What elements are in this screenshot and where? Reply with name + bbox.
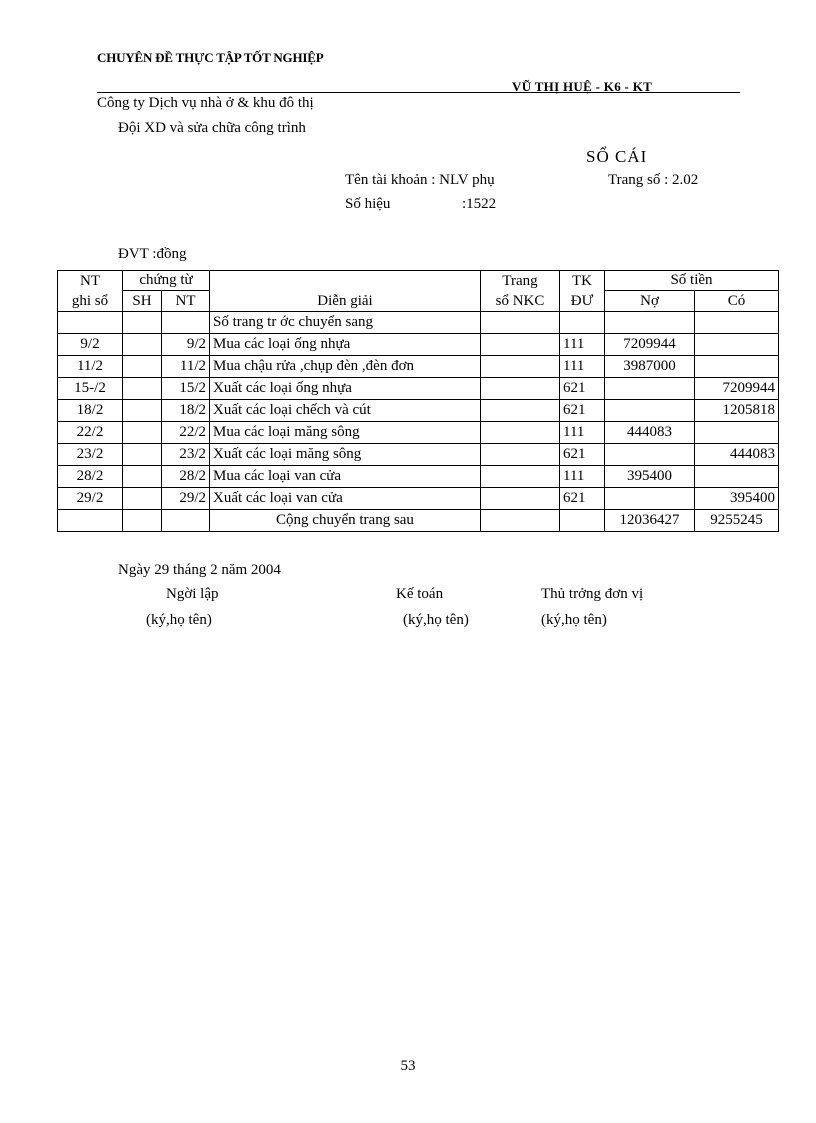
row-date: 15-/2 (58, 378, 123, 400)
header-nt-line2: ghi sổ (58, 291, 123, 312)
header-tk-line1: TK (560, 271, 605, 291)
header-sh: SH (123, 291, 162, 312)
accountant-label: Kế toán (396, 586, 444, 602)
row-voucher-date: 18/2 (162, 400, 210, 422)
ledger-table (57, 270, 779, 532)
table-row (58, 356, 779, 378)
row-credit (695, 356, 779, 378)
row-page (481, 422, 560, 444)
row-voucher-date: 28/2 (162, 466, 210, 488)
row-sh (123, 422, 162, 444)
header-tk-line2: ĐƯ (560, 291, 605, 312)
row-debit: 3987000 (605, 356, 695, 378)
company-name: Công ty Dịch vụ nhà ở & khu đô thị (97, 95, 314, 111)
header-page-line2: sổ NKC (481, 291, 560, 312)
row-debit (605, 400, 695, 422)
row-sh (123, 378, 162, 400)
header-voucher: chứng từ (123, 271, 210, 291)
row-account: 621 (560, 400, 605, 422)
row-account: 621 (560, 444, 605, 466)
row-credit: 7209944 (695, 378, 779, 400)
row-date: 9/2 (58, 334, 123, 356)
row-account: 111 (560, 356, 605, 378)
preparer-sign-note: (ký,họ tên) (146, 612, 212, 628)
row-description: Mua các loại van cửa (210, 466, 481, 488)
row-voucher-date: 29/2 (162, 488, 210, 510)
row-date: 11/2 (58, 356, 123, 378)
header-credit: Có (695, 291, 779, 312)
row-page (481, 466, 560, 488)
total-row (58, 510, 779, 532)
row-sh (123, 334, 162, 356)
account-code-label: Số hiệu (345, 196, 391, 212)
document-header-title: CHUYÊN ĐỀ THỰC TẬP TỐT NGHIỆP (97, 50, 324, 65)
header-amount: Số tiền (605, 271, 779, 291)
row-date: 18/2 (58, 400, 123, 422)
row-voucher-date: 11/2 (162, 356, 210, 378)
opening-balance-label: Số trang tr ớc chuyển sang (210, 312, 481, 334)
table-row (58, 400, 779, 422)
opening-balance-row (58, 312, 779, 334)
account-code-value: :1522 (462, 196, 497, 212)
row-debit (605, 378, 695, 400)
row-voucher-date: 22/2 (162, 422, 210, 444)
header-page-line1: Trang (481, 271, 560, 291)
row-debit: 444083 (605, 422, 695, 444)
row-credit: 395400 (695, 488, 779, 510)
row-page (481, 334, 560, 356)
table-header-row-2 (58, 291, 779, 312)
row-description: Mua chậu rửa ,chụp đèn ,đèn đơn (210, 356, 481, 378)
header-description: Diễn giải (210, 291, 481, 312)
head-sign-note: (ký,họ tên) (541, 612, 607, 628)
total-credit: 9255245 (695, 510, 779, 532)
page-number: 53 (400, 1058, 416, 1074)
row-debit: 395400 (605, 466, 695, 488)
row-date: 29/2 (58, 488, 123, 510)
table-row (58, 466, 779, 488)
row-credit (695, 466, 779, 488)
account-name: Tên tài khoản : NLV phụ (345, 172, 495, 188)
table-row (58, 378, 779, 400)
row-date: 28/2 (58, 466, 123, 488)
total-label: Cộng chuyển trang sau (210, 510, 481, 532)
row-account: 111 (560, 334, 605, 356)
row-account: 621 (560, 378, 605, 400)
table-row (58, 488, 779, 510)
row-debit: 7209944 (605, 334, 695, 356)
row-date: 23/2 (58, 444, 123, 466)
signature-date: Ngày 29 tháng 2 năm 2004 (118, 562, 281, 578)
row-credit: 444083 (695, 444, 779, 466)
row-page (481, 356, 560, 378)
table-row (58, 444, 779, 466)
document-header-author: VŨ THỊ HUỆ - K6 - KT (512, 79, 653, 94)
row-credit: 1205818 (695, 400, 779, 422)
row-sh (123, 400, 162, 422)
table-row (58, 422, 779, 444)
row-sh (123, 466, 162, 488)
row-description: Xuất các loại măng sông (210, 444, 481, 466)
unit-label: ĐVT :đồng (118, 246, 187, 262)
row-sh (123, 488, 162, 510)
page-reference: Trang số : 2.02 (608, 172, 699, 188)
row-description: Xuất các loại ống nhựa (210, 378, 481, 400)
row-date: 22/2 (58, 422, 123, 444)
ledger-title: SỔ CÁI (586, 147, 648, 166)
company-team: Đội XD và sửa chữa công trình (118, 120, 306, 136)
row-page (481, 488, 560, 510)
row-page (481, 400, 560, 422)
row-page (481, 444, 560, 466)
row-debit (605, 488, 695, 510)
preparer-label: Ngời lập (166, 586, 219, 602)
row-description: Xuất các loại chếch và cút (210, 400, 481, 422)
header-debit: Nợ (605, 291, 695, 312)
row-account: 111 (560, 422, 605, 444)
row-credit (695, 422, 779, 444)
row-credit (695, 334, 779, 356)
total-debit: 12036427 (605, 510, 695, 532)
table-row (58, 334, 779, 356)
table-header-row-1 (58, 271, 779, 291)
row-description: Mua các loại ống nhựa (210, 334, 481, 356)
row-account: 621 (560, 488, 605, 510)
row-account: 111 (560, 466, 605, 488)
row-voucher-date: 15/2 (162, 378, 210, 400)
ledger-rows (58, 334, 779, 510)
header-nt: NT (162, 291, 210, 312)
row-voucher-date: 9/2 (162, 334, 210, 356)
header-nt-line1: NT (58, 271, 123, 291)
row-description: Mua các loại măng sông (210, 422, 481, 444)
header-rule (97, 92, 740, 93)
row-voucher-date: 23/2 (162, 444, 210, 466)
row-sh (123, 444, 162, 466)
row-debit (605, 444, 695, 466)
row-page (481, 378, 560, 400)
row-sh (123, 356, 162, 378)
header-description-top (210, 271, 481, 291)
row-description: Xuất các loại van cửa (210, 488, 481, 510)
head-of-unit-label: Thủ trởng đơn vị (541, 586, 644, 602)
accountant-sign-note: (ký,họ tên) (403, 612, 469, 628)
